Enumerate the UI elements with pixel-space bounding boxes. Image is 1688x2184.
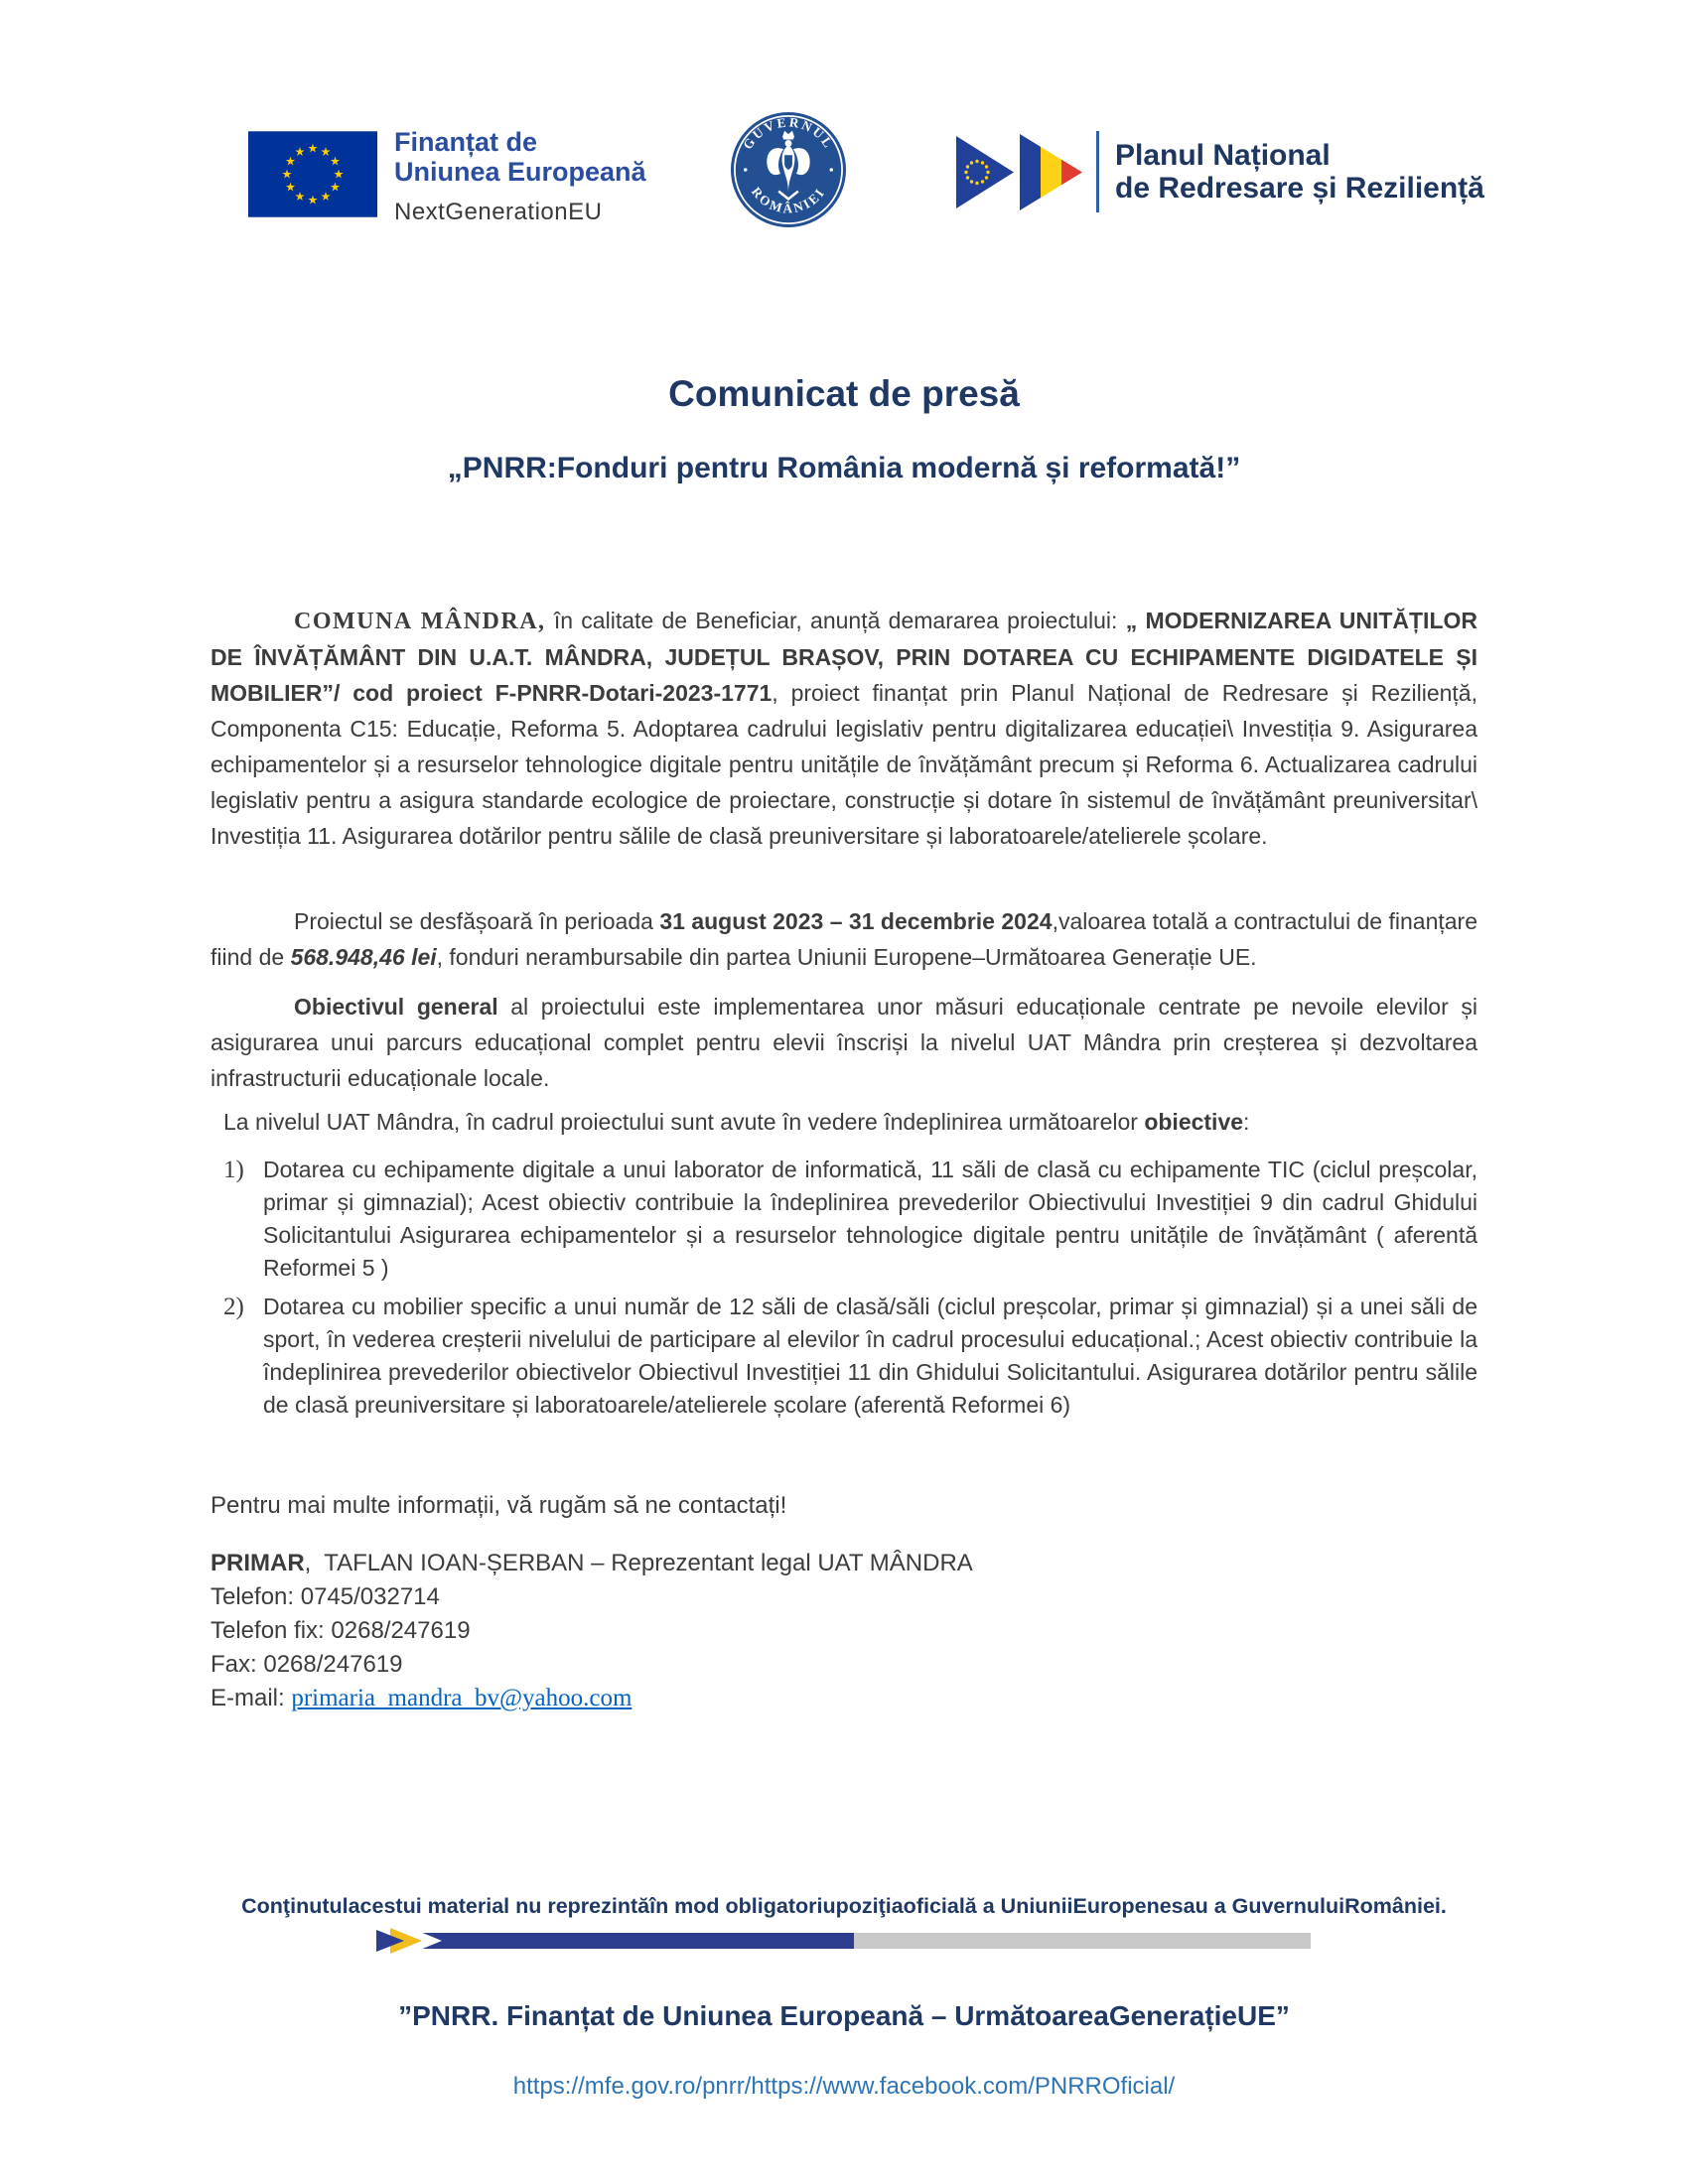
contact-phone: Telefon: 0745/032714 [211,1583,440,1610]
seal-top-text: GUVERNUL [740,114,837,153]
objective-text: Dotarea cu mobilier specific a unui număr de 12 săli de clasă/săli (ciclul preșcolar, primar și gimnazial) și a unei săli de sport, în vederea creșterii nivelului de participare al elevilor în cadrul procesului educațional.; Acest obiectiv contribuie la îndeplinirea prevederilor obiectivelor Obiectivul Investiției 11 din Ghidului Solicitantului. Asigurarea dotărilor pentru sălile de clasă preuniversitare și laboratoarele/atelierele școlare (aferentă Reformei 6) [263,1294,1477,1418]
paragraph-project-period: Proiectul se desfășoară în perioada 31 august 2023 – 31 decembrie 2024,valoarea totală a contractului de finanțare fiind de 568.948,46 lei, fonduri nerambursabile din partea Uniunii Europene–Următoarea Generație UE. [211,908,1477,970]
footer-slogan: ”PNRR. Finanțat de Uniunea Europeană – UrmătoareaGenerațieUE” [398,2000,1290,2031]
pnrr-logo-label [1115,139,1484,205]
eu-logo-text [394,127,646,227]
footer-disclaimer: Conţinutulacestui material nu reprezintăîn mod obligatoriupoziţiaoficială a UniuniiEuropenesau a GuvernuluiRomâniei. [241,1894,1447,1918]
objectives-list [223,1154,1477,1422]
eu-nextgen-label: NextGenerationEU [394,199,603,225]
document-body [211,603,1477,1428]
contact-phone-fix: Telefon fix: 0268/247619 [211,1617,471,1644]
contact-section [211,1489,1477,1715]
objective-number: 1) [223,1157,244,1183]
email-link[interactable]: primaria_mandra_bv@yahoo.com [291,1685,633,1711]
objective-text: Dotarea cu echipamente digitale a unui laborator de informatică, 11 săli de clasă cu echipamente TIC (ciclul preșcolar, primar și gimnazial); Acest obiectiv contribuie la îndeplinirea prevederilor Obiectivului Investiției 9 din cadrul Ghidului Solicitantului Asigurarea echipamentelor și a resurselor tehnologice digitale pentru unitățile de învățământ ( aferentă Reformei 5 ) [263,1157,1477,1281]
eu-flag-icon [248,131,377,217]
contact-primar-line [211,1547,1477,1580]
objective-number: 2) [223,1294,244,1320]
pnrr-logo-icon [956,134,1082,210]
government-of-romania-seal-icon [730,111,847,228]
seal-bottom-text: ROMÂNIEI [748,184,829,216]
footer-url-line [0,2073,1688,2101]
paragraph-project-announcement: COMUNA MÂNDRA, în calitate de Beneficiar, anunță demararea proiectului: „ MODERNIZAREA UNITĂȚILOR DE ÎNVĂȚĂMÂNT DIN U.A.T. MÂNDRA, JUDEȚUL BRAȘOV, PRIN DOTAREA CU ECHIPAMENTE DIGIDATELE ȘI MOBILIER”/ cod proiect F-PNRR-Dotari-2023-1771, proiect finanțat prin Planul Național de Redresare și Reziliență, Componenta C15: Educație, Reforma 5. Adoptarea cadrului legislativ pentru digitalizarea educației\ Investiția 9. Asigurarea echipamentelor și a resurselor tehnologice digitale pentru unitățile de învățământ precum și Reforma 6. Actualizarea cadrului legislativ pentru a asigura standarde ecologice de proiectare, construcție și dotare în sistemul de învățământ preuniversitar\ Investiția 11. Asigurarea dotărilor pentru sălile de clasă preuniversitare și laboratoarele/atelierele școlare. [211,608,1477,849]
contact-prompt: Pentru mai multe informații, vă rugăm să ne contactați! [211,1492,787,1519]
footer-url-link[interactable]: https://mfe.gov.ro/pnrr/https://www.facebook.com/PNRROficial/ [512,2073,1176,2100]
objective-item-2 [223,1291,1477,1422]
contact-fax: Fax: 0268/247619 [211,1651,403,1678]
email-label: E-mail: [211,1685,292,1711]
pnrr-logo [956,130,1484,213]
page-title: Comunicat de presă [668,373,1020,414]
eu-funded-label-line2: Uniunea Europeană [394,157,646,187]
pnrr-logo-label-line2: de Redresare și Reziliență [1115,172,1484,205]
primar-name: , TAFLAN IOAN-ȘERBAN – Reprezentant legal UAT MÂNDRA [304,1550,973,1576]
objective-item-1 [223,1154,1477,1285]
page-subtitle: „PNRR:Fonduri pentru România modernă și reformată!” [447,452,1241,484]
objectives-intro: La nivelul UAT Mândra, în cadrul proiectului sunt avute în vedere îndeplinirea următoarelor obiective: [223,1109,1250,1135]
pnrr-logo-label-line1: Planul Național [1115,139,1331,172]
contact-email-line [211,1682,1477,1715]
progress-bar-graphic [372,1924,1311,1958]
primar-label: PRIMAR [211,1550,305,1576]
pnrr-logo-divider [1096,131,1099,212]
eu-funded-label-line1: Finanțat de [394,127,538,157]
paragraph-general-objective: Obiectivul general al proiectului este implementarea unor măsuri educaționale centrate pe nevoile elevilor și asigurarea unui parcurs educațional complet pentru elevii înscriși la nivelul UAT Mândra prin creșterea și dezvoltarea infrastructurii educaționale locale. [211,994,1477,1091]
footer-progress-bar [372,1924,1311,1958]
